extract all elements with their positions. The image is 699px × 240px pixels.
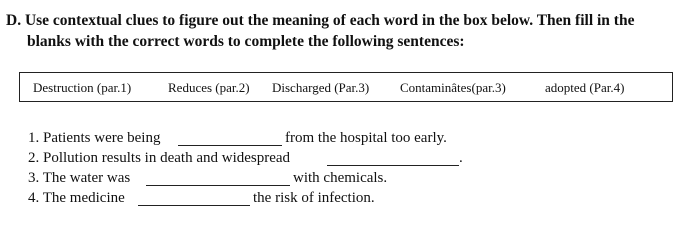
sentence-3 <box>28 168 130 188</box>
word-box <box>19 72 673 102</box>
word-box-item: Discharged (Par.3) <box>272 80 370 95</box>
sentence-4-blank[interactable] <box>138 205 250 206</box>
sentence-3-before: 3. The water was <box>28 170 131 186</box>
sentence-3-blank[interactable] <box>146 185 290 186</box>
sentence-2-after: . <box>459 150 463 166</box>
sentence-1 <box>28 128 160 148</box>
sentence-4-after: the risk of infection. <box>253 190 375 206</box>
instructions-line-1: D. Use contextual clues to figure out the meaning of each word in the box below. Then fill in the <box>6 12 635 29</box>
sentence-4-after-wrap <box>253 188 375 208</box>
exercise-instructions <box>6 10 696 52</box>
sentence-2 <box>28 148 290 168</box>
sentence-1-after: from the hospital too early. <box>285 130 447 146</box>
sentence-2-before: 2. Pollution results in death and widespread <box>28 150 291 166</box>
sentence-4 <box>28 188 125 208</box>
word-box-item: Reduces (par.2) <box>168 80 250 95</box>
word-box-item: adopted (Par.4) <box>545 80 625 95</box>
sentence-1-before: 1. Patients were being <box>28 130 161 146</box>
sentence-1-after-wrap <box>285 128 447 148</box>
instructions-line-2: blanks with the correct words to complete the following sentences: <box>27 33 465 50</box>
sentence-3-after: with chemicals. <box>293 170 388 186</box>
sentence-4-before: 4. The medicine <box>28 190 125 206</box>
sentence-1-blank[interactable] <box>178 145 282 146</box>
sentence-3-after-wrap <box>293 168 387 188</box>
word-box-item: Destruction (par.1) <box>33 80 132 95</box>
sentence-2-blank[interactable] <box>327 165 459 166</box>
word-box-item: Contaminâtes(par.3) <box>400 80 506 95</box>
